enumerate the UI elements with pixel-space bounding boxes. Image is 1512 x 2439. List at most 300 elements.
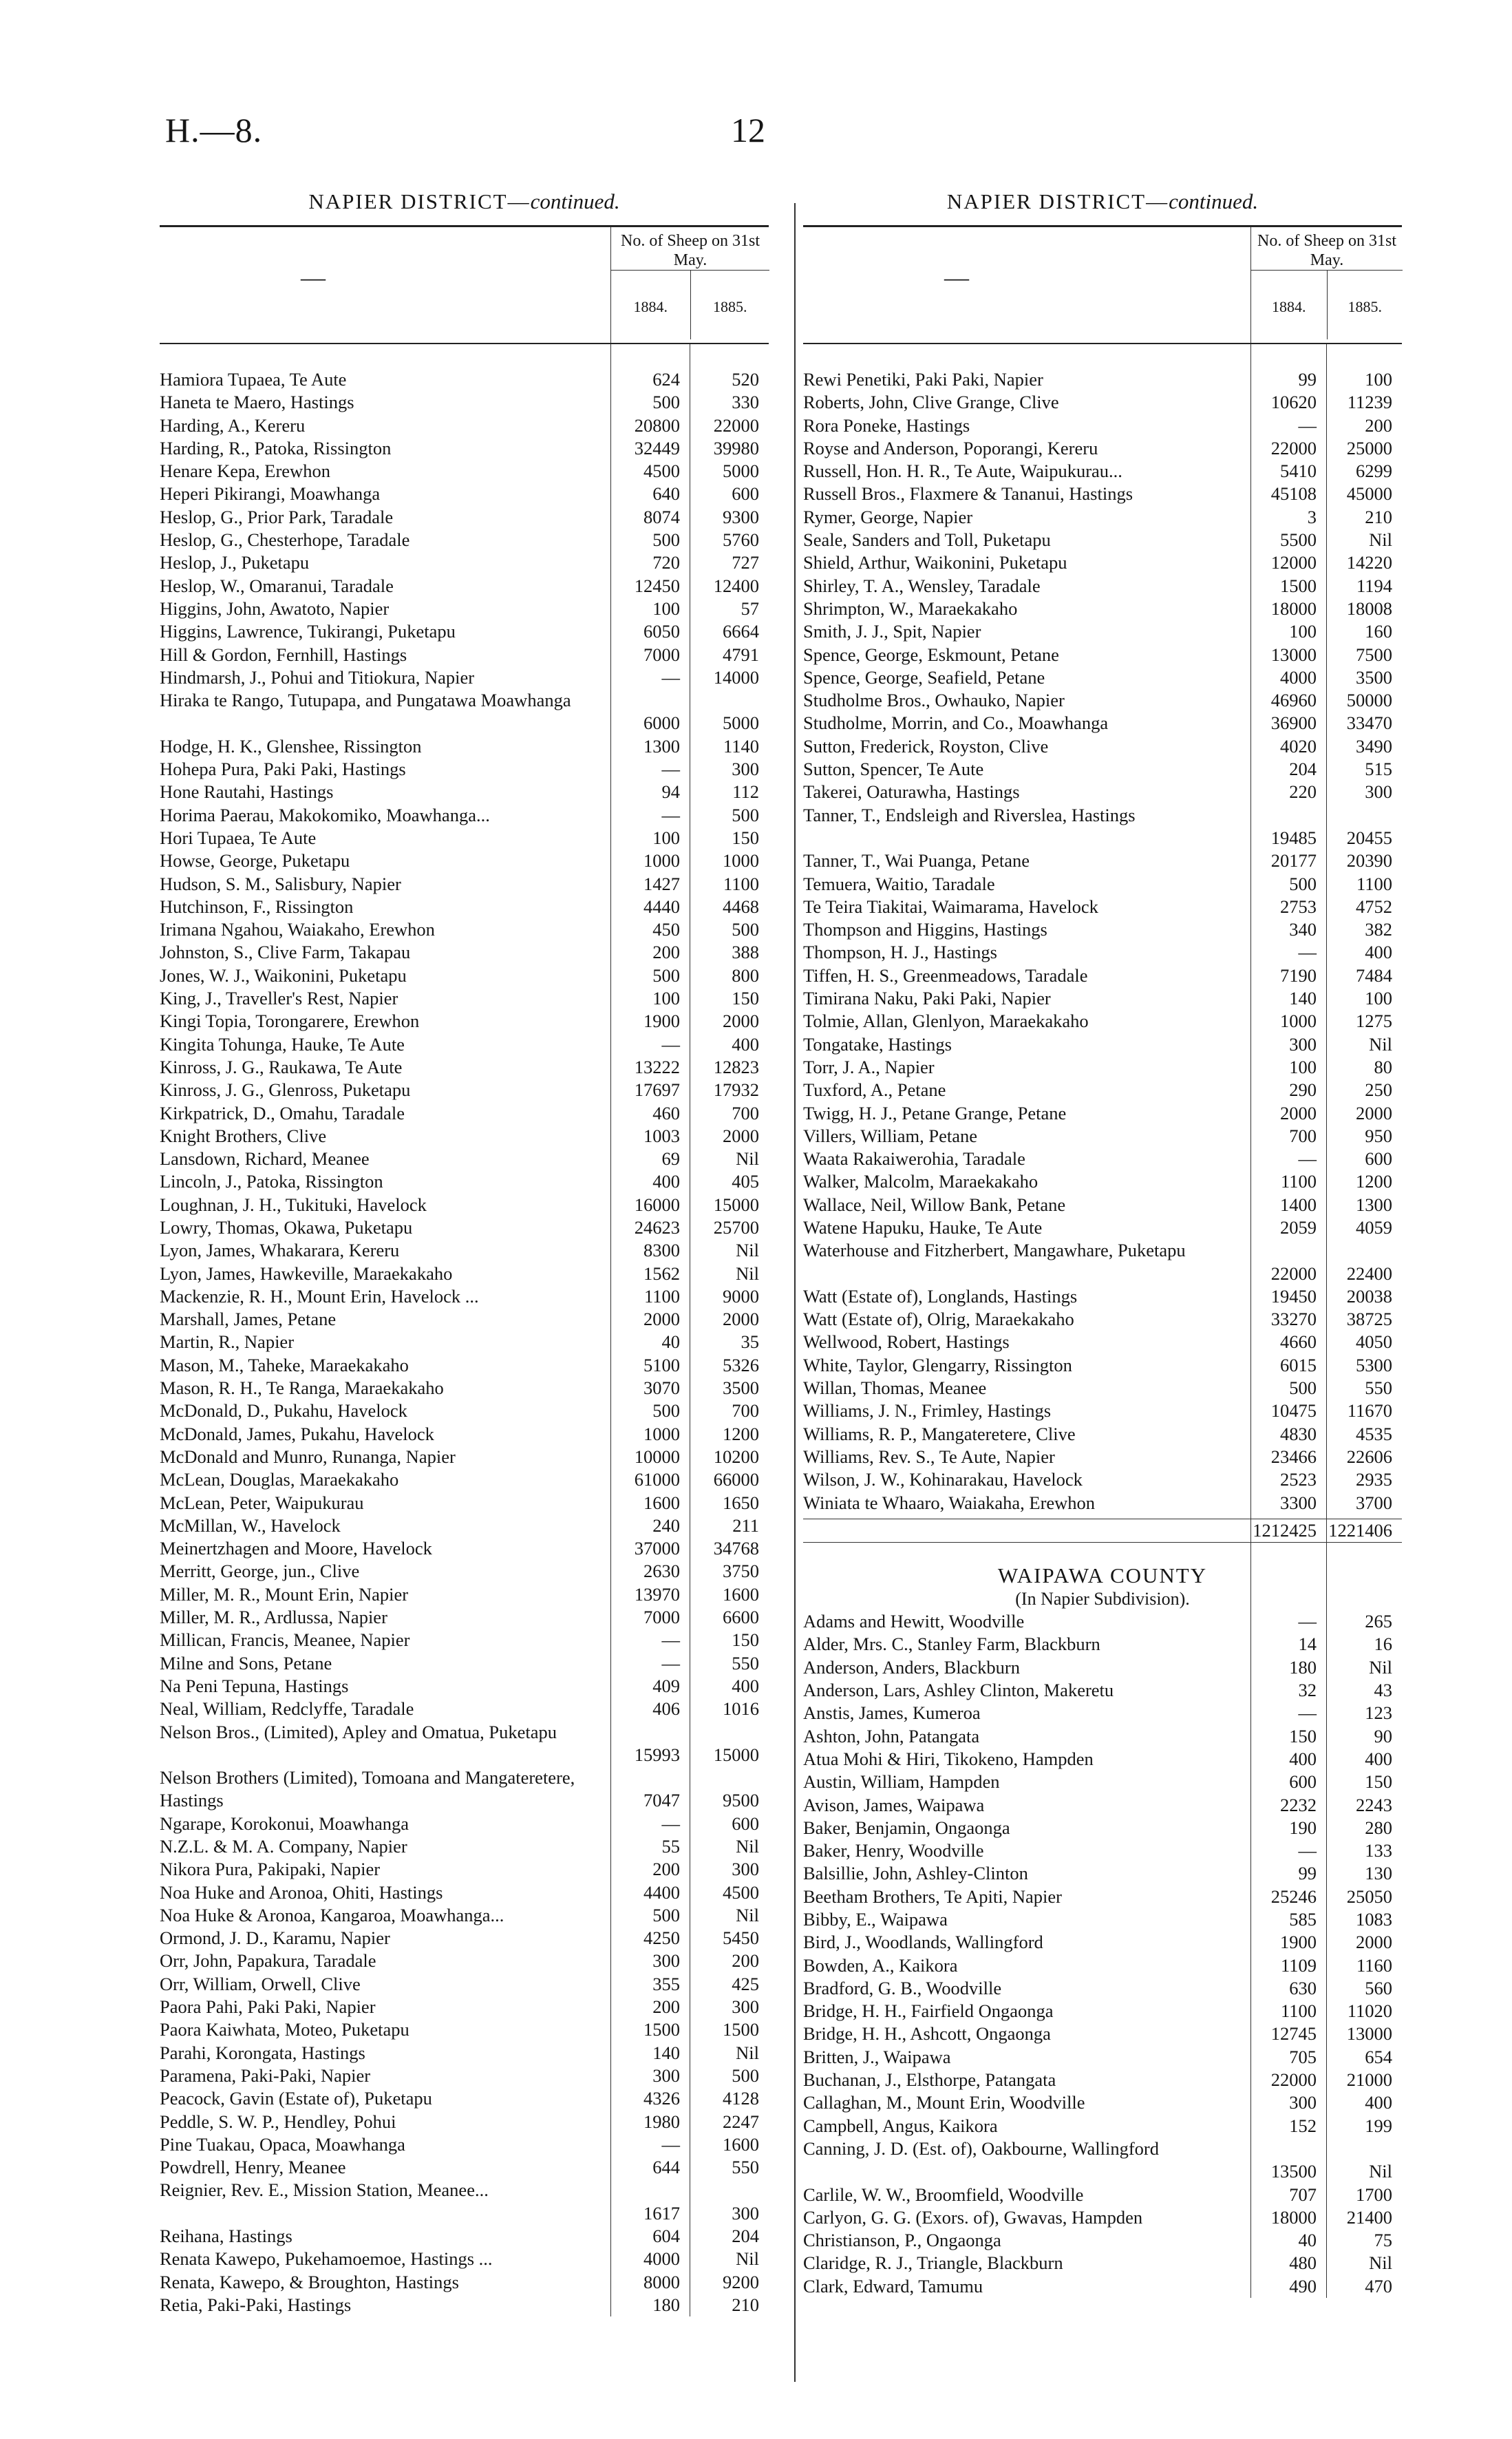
entry-name: Tongatake, Hastings [803,1033,952,1055]
table-row [160,1835,769,1858]
table-row [160,1446,769,1468]
entry-name: Miller, M. R., Mount Erin, Napier [160,1583,409,1605]
sheep-1884: 150 [1289,1725,1317,1746]
sheep-1884: 25246 [1270,1886,1317,1907]
entry-name: Hill & Gordon, Fernhill, Hastings [160,644,407,665]
sheep-1884: 100 [1289,1056,1317,1077]
table-row [160,1354,769,1377]
sheep-1885: 14000 [713,666,759,688]
sheep-1885: 200 [1365,414,1392,436]
entry-name: Millican, Francis, Meanee, Napier [160,1629,410,1651]
sheep-1884: 19450 [1270,1285,1317,1307]
table-row [803,1216,1402,1239]
entry-name: Timirana Naku, Paki Paki, Napier [803,988,1051,1009]
sheep-1885: 100 [1365,988,1392,1009]
sheep-1884: 40 [1298,2230,1317,2251]
sheep-1885: 3500 [1356,666,1392,688]
entry-name: Tiffen, H. S., Greenmeadows, Taradale [803,964,1088,986]
entry-name: Peacock, Gavin (Estate of), Puketapu [160,2088,432,2109]
entry-name: Alder, Mrs. C., Stanley Farm, Blackburn [803,1634,1100,1655]
sheep-1885: 4128 [723,2088,759,2109]
sheep-1885: 550 [732,2157,759,2178]
sheep-1884: 644 [652,2157,680,2178]
entry-name: Rewi Penetiki, Paki Paki, Napier [803,369,1043,390]
table-row [803,1862,1402,1885]
sheep-1885: 3750 [723,1561,759,1582]
table-row [160,2179,769,2225]
table-row [160,575,769,598]
sheep-1885: 1100 [1356,873,1392,894]
sheep-1884: — [661,2133,680,2155]
sheep-1885: 265 [1365,1611,1392,1632]
entry-name: Noa Huke and Aronoa, Ohiti, Hastings [160,1881,443,1903]
entry-name: Higgins, Lawrence, Tukirangi, Puketapu [160,621,456,642]
table-row [160,1698,769,1720]
sheep-1884: 1100 [1280,2000,1317,2022]
entry-name: Mackenzie, R. H., Mount Erin, Havelock ... [160,1285,479,1307]
sheep-1884: 2523 [1280,1469,1317,1490]
sheep-1884: 13000 [1270,644,1317,665]
sheep-1884: 13500 [1270,2161,1317,2182]
entry-name: Williams, Rev. S., Te Aute, Napier [803,1446,1055,1467]
sheep-1885: 400 [1365,2092,1392,2113]
sheep-1884: — [1298,942,1317,963]
entry-name: Irimana Ngahou, Waiakaho, Erewhon [160,919,435,940]
entry-name: Carlile, W. W., Broomfield, Woodville [803,2184,1084,2205]
table-row [160,391,769,414]
sheep-1884: 1400 [1280,1194,1317,1215]
sheep-1885: 4059 [1356,1216,1392,1238]
table-row [160,1308,769,1331]
sheep-1884: 1980 [643,2111,680,2132]
sheep-1885: Nil [1369,2161,1392,2182]
entry-name: Seale, Sanders and Toll, Puketapu [803,529,1051,551]
entry-name: Paora Kaiwhata, Moteo, Puketapu [160,2019,409,2040]
sheep-1885: 2000 [723,1309,759,1330]
sheep-1884: 7000 [643,1607,680,1628]
entry-name: Tanner, T., Endsleigh and Riverslea, Hastings [803,804,1136,825]
sheep-1884: 707 [1289,2184,1317,2205]
table-row [803,1102,1402,1125]
sheep-1885: 199 [1365,2115,1392,2136]
sheep-1884: 12450 [634,575,680,596]
entry-name: Neal, William, Redclyffe, Taradale [160,1698,414,1720]
entry-name: Henare Kepa, Erewhon [160,461,330,482]
sheep-1885: 3700 [1356,1492,1392,1513]
table-row [160,1675,769,1698]
sheep-1885: 123 [1365,1702,1392,1724]
entry-name: Christianson, P., Ongaonga [803,2230,1001,2251]
table-row [160,506,769,529]
table-row [803,2046,1402,2069]
sheep-1884: 6050 [643,621,680,642]
column-divider [794,203,796,2382]
table-row [160,873,769,896]
sheep-1885: 400 [1365,1748,1392,1769]
table-row [160,689,769,735]
sheep-1885: 250 [1365,1079,1392,1101]
table-row [803,644,1402,666]
sheep-1884: 1000 [1280,1011,1317,1032]
sheep-1884: 624 [652,369,680,390]
sheep-1884: 7190 [1280,964,1317,986]
sheep-1885: 12400 [713,575,759,596]
entry-name: Russell Bros., Flaxmere & Tananui, Hastings [803,483,1133,505]
entry-name: Anderson, Anders, Blackburn [803,1656,1020,1678]
sheep-1885: 520 [732,369,759,390]
table-row [160,1468,769,1491]
table-row [803,1377,1402,1400]
sheep-1885: 550 [732,1652,759,1673]
table-row [803,666,1402,689]
table-row [803,781,1402,803]
sheep-1885: 300 [732,1859,759,1880]
sheep-1885: 80 [1374,1056,1392,1077]
sheep-1884: 400 [1289,1748,1317,1769]
entry-name: Hodge, H. K., Glenshee, Rissington [160,735,422,757]
sheep-1885: 90 [1374,1725,1392,1746]
table-row [160,758,769,781]
sheep-1885: 20455 [1346,827,1392,848]
sheep-1885: Nil [1369,2252,1392,2274]
sheep-1884: 4326 [643,2088,680,2109]
sheep-1885: 22000 [713,414,759,436]
table-row [160,1216,769,1239]
entry-name: Lansdown, Richard, Meanee [160,1148,370,1170]
sheep-1885: 2935 [1356,1469,1392,1490]
sheep-1885: 1500 [723,2019,759,2040]
sheep-1884: 23466 [1270,1446,1317,1467]
entry-name: Heslop, G., Chesterhope, Taradale [160,529,410,551]
sheep-1885: 2000 [723,1125,759,1146]
sheep-1885: 1016 [723,1698,759,1720]
sheep-1885: 280 [1365,1817,1392,1838]
table-row [160,460,769,483]
sheep-1884: 240 [652,1514,680,1536]
sheep-1885: 600 [732,483,759,505]
sheep-1884: 220 [1289,781,1317,803]
sheep-1884: — [661,759,680,780]
sheep-1884: 7047 [643,1790,680,1811]
entry-name: Twigg, H. J., Petane Grange, Petane [803,1102,1067,1123]
sheep-1884: 705 [1289,2046,1317,2067]
table-row [803,1771,1402,1793]
table-row [803,2023,1402,2045]
sheep-1885: Nil [736,1148,759,1170]
sheep-1885: 211 [732,1514,759,1536]
entry-name: Russell, Hon. H. R., Te Aute, Waipukurau... [803,461,1122,482]
sheep-1884: 33270 [1270,1309,1317,1330]
entry-name: Nelson Bros., (Limited), Apley and Omatua, Puketapu [160,1721,557,1742]
sheep-1884: 5410 [1280,461,1317,482]
sheep-1884: 460 [652,1102,680,1123]
sheep-1885: 388 [732,942,759,963]
entry-name: Heslop, G., Prior Park, Taradale [160,506,394,527]
entry-name: Tanner, T., Wai Puanga, Petane [803,850,1030,872]
sheep-count-title: No. of Sheep on 31st May. [611,227,769,271]
sheep-1884: 1100 [643,1285,680,1307]
sheep-1884: 14 [1298,1634,1317,1655]
entry-name: Pine Tuakau, Opaca, Moawhanga [160,2133,405,2155]
sheep-1884: 3300 [1280,1492,1317,1513]
sheep-1884: 13222 [634,1056,680,1077]
entry-name: Na Peni Tepuna, Hastings [160,1675,349,1696]
entry-name: Wellwood, Robert, Hastings [803,1331,1010,1353]
entry-name: Reihana, Hastings [160,2226,292,2247]
table-row [803,1079,1402,1101]
sheep-1885: 3500 [723,1377,759,1399]
table-row [160,1560,769,1583]
table-row [803,1170,1402,1193]
table-row [160,827,769,849]
sheep-1884: 1427 [643,873,680,894]
entry-name: Takerei, Oaturawha, Hastings [803,781,1020,803]
sheep-1885: 11020 [1347,2000,1392,2022]
table-row [160,849,769,872]
sheep-1884: 4660 [1280,1331,1317,1353]
sheep-1884: 17697 [634,1079,680,1101]
sheep-1885: 13000 [1346,2023,1392,2045]
sheep-1884: — [1298,1702,1317,1724]
sheep-1884: 1562 [643,1263,680,1284]
sheep-1885: 2000 [1356,1932,1392,1953]
sheep-1884: 604 [652,2226,680,2247]
sheep-1885: 7484 [1356,964,1392,986]
table-row [803,2206,1402,2229]
sheep-1884: 480 [1289,2252,1317,2274]
right-table-header [803,225,1402,344]
sheep-1884: 55 [661,1836,680,1857]
sheep-1884: 200 [652,1859,680,1880]
entry-name: Higgins, John, Awatoto, Napier [160,598,390,619]
sheep-1884: 1003 [643,1125,680,1146]
sheep-1884: 180 [1289,1656,1317,1678]
sheep-1884: 13970 [634,1583,680,1605]
table-row [160,2018,769,2041]
sheep-1884: 300 [1289,2092,1317,2113]
sheep-1885: 1700 [1356,2184,1392,2205]
sheep-1884: 140 [652,2042,680,2063]
section-subtitle: (In Napier Subdivision). [1015,1589,1190,1609]
sheep-1885: 5760 [723,529,759,551]
sheep-1885: 20038 [1346,1285,1392,1307]
table-row [160,1606,769,1629]
sheep-1884: 94 [661,781,680,803]
entry-name: Canning, J. D. (Est. of), Oakbourne, Wallingford [803,2137,1159,2159]
entry-name: Hudson, S. M., Salisbury, Napier [160,873,401,894]
sheep-1884: 45108 [1270,483,1317,505]
sheep-1884: 1600 [643,1492,680,1513]
table-row [803,758,1402,781]
sheep-count-header [610,227,769,343]
table-row [803,1354,1402,1377]
entry-name: Carlyon, G. G. (Exors. of), Gwavas, Hampden [803,2206,1143,2228]
entry-name: Meinertzhagen and Moore, Havelock [160,1538,432,1559]
table-row [160,1079,769,1101]
sheep-1885: 400 [732,1675,759,1696]
sheep-1885: 5000 [723,712,759,734]
table-row [803,2000,1402,2023]
table-row [160,529,769,551]
sheep-1884: 3070 [643,1377,680,1399]
sheep-1885: 22606 [1346,1446,1392,1467]
table-row [803,1656,1402,1679]
entry-name: Hohepa Pura, Paki Paki, Hastings [160,759,406,780]
entry-name: Hori Tupaea, Te Aute [160,827,317,848]
table-row [160,918,769,941]
table-row [803,735,1402,758]
entry-name: Thompson, H. J., Hastings [803,942,997,963]
table-row [160,437,769,460]
sheep-1885: 5450 [723,1928,759,1949]
entry-name: Waata Rakaiwerohia, Taradale [803,1148,1025,1170]
sheep-1885: Nil [736,1240,759,1261]
table-row [803,1794,1402,1817]
table-row [803,1633,1402,1656]
table-row [160,2042,769,2065]
table-row [160,414,769,437]
sheep-1885: 950 [1365,1125,1392,1146]
entry-name: Atua Mohi & Hiri, Tikokeno, Hampden [803,1748,1094,1769]
entry-name: Avison, James, Waipawa [803,1794,985,1815]
sheep-1885: Nil [736,1904,759,1925]
sheep-1884: 100 [652,598,680,619]
sheep-1884: 152 [1289,2115,1317,2136]
sheep-1884: 409 [652,1675,680,1696]
table-row [160,2111,769,2133]
sheep-1884: 640 [652,483,680,505]
entry-name: Temuera, Waitio, Taradale [803,873,995,894]
entry-name: Renata Kawepo, Pukehamoemoe, Hastings ... [160,2248,493,2270]
entry-name: Watt (Estate of), Longlands, Hastings [803,1285,1078,1307]
entry-name: Kinross, J. G., Raukawa, Te Aute [160,1056,403,1077]
entry-name: Sutton, Frederick, Royston, Clive [803,735,1049,757]
sheep-1884: 19485 [1270,827,1317,848]
table-row [160,620,769,643]
sheep-1885: 700 [732,1102,759,1123]
sheep-1885: 6664 [723,621,759,642]
sheep-1885: 1083 [1356,1909,1392,1930]
sheep-1885: 130 [1365,1863,1392,1884]
entry-name: Willan, Thomas, Meanee [803,1377,987,1399]
sheep-1884: 4000 [1280,666,1317,688]
table-row [160,896,769,918]
sheep-1884: 1000 [643,1423,680,1444]
sheep-1884: — [1298,1611,1317,1632]
entry-name: Bradford, G. B., Woodville [803,1977,1002,1998]
entry-name: Loughnan, J. H., Tukituki, Havelock [160,1194,427,1215]
table-row [803,918,1402,941]
entry-name: Hindmarsh, J., Pohui and Titiokura, Napier [160,666,475,688]
sheep-1884: 12745 [1270,2023,1317,2045]
entry-name: Heslop, W., Omaranui, Taradale [160,575,394,596]
sheep-1885: 6299 [1356,461,1392,482]
table-row [160,804,769,827]
entry-name: Waterhouse and Fitzherbert, Mangawhare, Puketapu [803,1240,1186,1261]
sheep-1885: 382 [1365,919,1392,940]
table-row [803,804,1402,850]
sheep-1884: 4830 [1280,1423,1317,1444]
sheep-1885: 600 [732,1813,759,1834]
table-row [803,1817,1402,1839]
table-row [803,529,1402,551]
sheep-1884: 406 [652,1698,680,1720]
sheep-1884: 300 [652,1950,680,1972]
entry-name: Rymer, George, Napier [803,506,973,527]
sheep-1885: 470 [1365,2275,1392,2297]
entry-name: Hamiora Tupaea, Te Aute [160,369,347,390]
sheep-1885: 4468 [723,896,759,917]
sheep-1884: 1100 [1280,1171,1317,1192]
sheep-1884: 22000 [1270,2069,1317,2091]
sheep-1884: 10620 [1270,392,1317,413]
table-row [160,781,769,803]
entry-name: Balsillie, John, Ashley-Clinton [803,1863,1028,1884]
left-rule-1884 [610,344,611,2316]
sheep-1885: 1160 [1356,1954,1392,1976]
sheep-1885: 300 [1365,781,1392,803]
entry-name: N.Z.L. & M. A. Company, Napier [160,1836,407,1857]
sheep-1885: 727 [732,552,759,573]
sheep-1885: 1650 [723,1492,759,1513]
sheep-1884: 300 [652,2065,680,2086]
table-row [160,483,769,505]
entry-name: Heperi Pikirangi, Moawhanga [160,483,381,505]
entry-name: Adams and Hewitt, Woodville [803,1611,1025,1632]
table-row [160,2248,769,2270]
sheep-1884: 100 [1289,621,1317,642]
sheep-1884: 36900 [1270,712,1317,734]
table-row [160,644,769,666]
entry-name: Powdrell, Henry, Meanee [160,2157,346,2178]
entry-name: Tuxford, A., Petane [803,1079,946,1101]
entry-name: Callaghan, M., Mount Erin, Woodville [803,2092,1085,2113]
sheep-1885: 4500 [723,1881,759,1903]
sheep-1885: 57 [741,598,759,619]
table-row [803,1977,1402,2000]
table-row [160,964,769,987]
sheep-1884: 24623 [634,1216,680,1238]
right-table [803,368,1402,2298]
entry-name: McLean, Peter, Waipukurau [160,1492,364,1513]
table-row [160,1583,769,1606]
entry-name: Baker, Henry, Woodville [803,1840,984,1861]
table-row [160,1102,769,1125]
name-column-placeholder: — [944,264,969,291]
table-row [160,1721,769,1767]
table-row [803,964,1402,987]
table-row [160,1766,769,1813]
table-row [803,1468,1402,1491]
table-row [160,1629,769,1651]
sheep-1885: 21000 [1346,2069,1392,2091]
sheep-1884: 200 [652,1996,680,2018]
sheep-1885: 150 [732,1629,759,1651]
sheep-1884: 20800 [634,414,680,436]
table-row [160,1973,769,1996]
table-row [160,2133,769,2156]
table-row [160,1239,769,1262]
sheep-1884: — [661,1033,680,1055]
entry-name: Hone Rautahi, Hastings [160,781,334,803]
sheep-1884: 1300 [643,735,680,757]
sheep-1884: 1212425 [1253,1519,1317,1541]
table-row [803,941,1402,964]
table-row [803,1308,1402,1331]
entry-name: Thompson and Higgins, Hastings [803,919,1047,940]
sheep-1884: 5500 [1280,529,1317,551]
table-row [160,2065,769,2087]
